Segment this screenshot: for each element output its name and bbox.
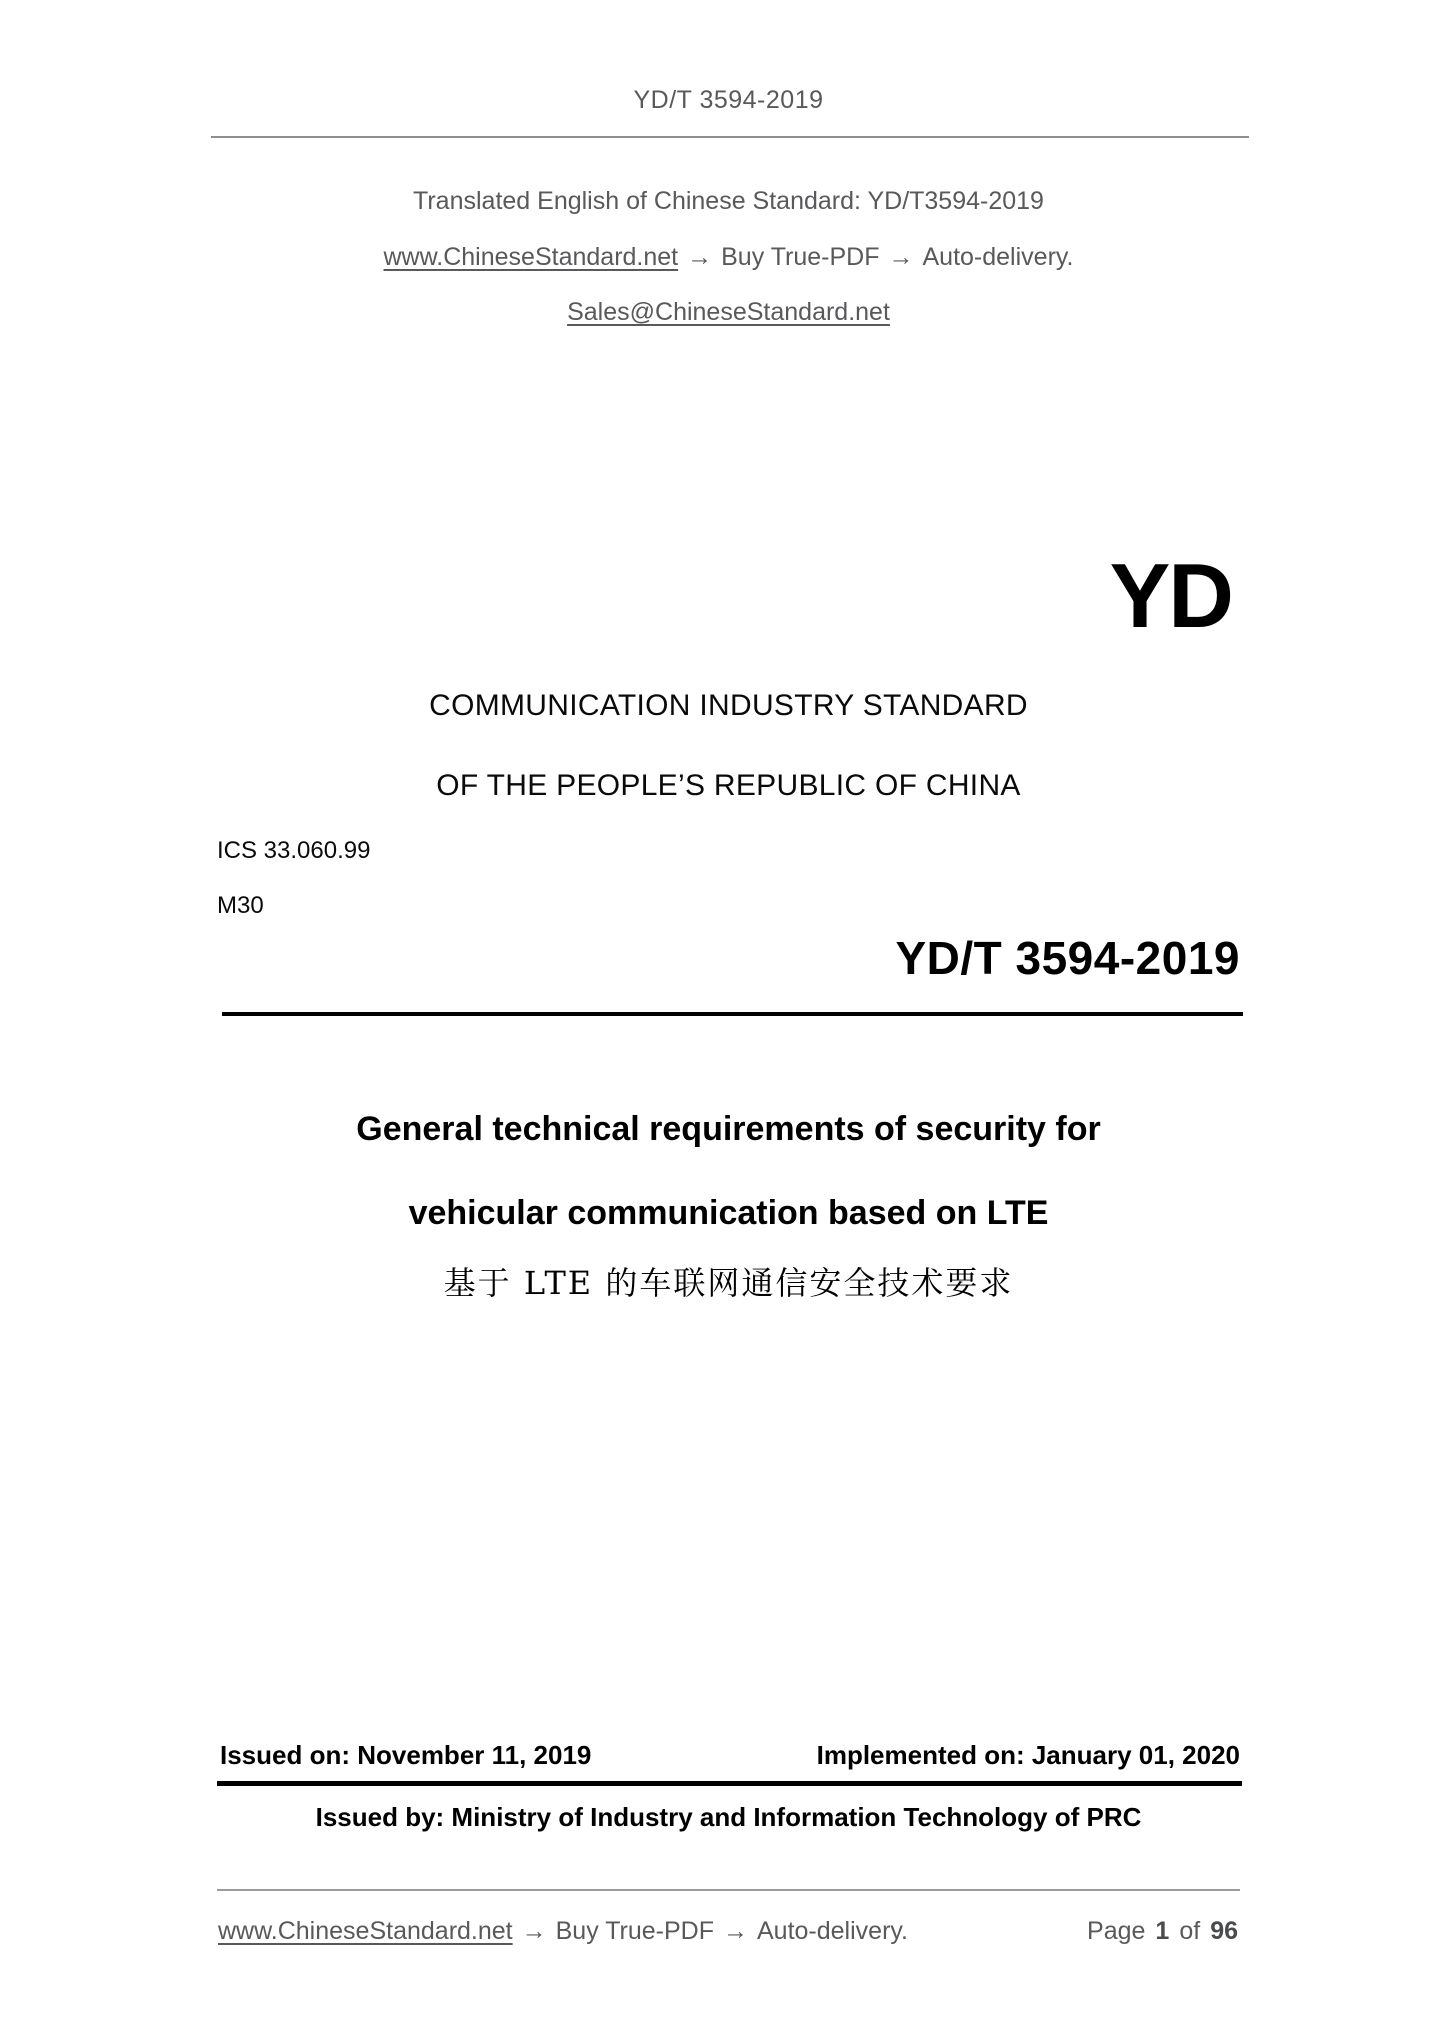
of-label: of [1179, 1917, 1201, 1945]
header-rule [211, 136, 1249, 138]
website-link[interactable]: www.ChineseStandard.net [383, 243, 679, 271]
classification-code: M30 [217, 892, 264, 919]
running-header-code: YD/T 3594-2019 [633, 86, 824, 114]
issued-by: Issued by: Ministry of Industry and Information Technology of PRC [315, 1802, 1142, 1832]
footer-store-line [218, 1917, 908, 1946]
implemented-on-date: Implemented on: January 01, 2020 [816, 1740, 1240, 1770]
footer-buy-true-pdf-label: Buy True-PDF [555, 1917, 714, 1945]
buy-true-pdf-label: Buy True-PDF [721, 243, 880, 271]
page-label: Page [1087, 1917, 1146, 1945]
footer-website-link[interactable]: www.ChineseStandard.net [218, 1917, 513, 1945]
sales-line [217, 298, 1240, 327]
auto-delivery-label: Auto-delivery. [922, 243, 1074, 271]
issued-on-date: Issued on: November 11, 2019 [220, 1740, 592, 1770]
divider-rule-bottom [217, 1781, 1242, 1786]
issue-row [220, 1740, 1240, 1771]
title-chinese: 基于 LTE 的车联网通信安全技术要求 [443, 1264, 1014, 1302]
standard-logo-yd: YD [1109, 546, 1232, 647]
arrow-icon: → [687, 243, 713, 271]
footer-row [218, 1917, 1238, 1946]
arrow-icon: → [521, 1917, 547, 1945]
divider-rule-top [222, 1012, 1243, 1016]
standard-code-big: YD/T 3594-2019 [895, 932, 1240, 984]
title-english-line-1: General technical requirements of security for [356, 1110, 1101, 1148]
page-total: 96 [1210, 1917, 1238, 1945]
footer-rule [217, 1889, 1240, 1891]
org-line-2: OF THE PEOPLE’S REPUBLIC OF CHINA [436, 769, 1021, 802]
footer-auto-delivery-label: Auto-delivery. [757, 1917, 908, 1945]
title-english-line-2: vehicular communication based on LTE [408, 1194, 1049, 1232]
page-indicator [1087, 1917, 1238, 1946]
store-line [217, 243, 1240, 272]
arrow-icon: → [723, 1917, 748, 1945]
ics-code: ICS 33.060.99 [217, 837, 371, 864]
sales-email-link[interactable]: Sales@ChineseStandard.net [567, 298, 890, 326]
arrow-icon: → [888, 243, 914, 271]
translated-line: Translated English of Chinese Standard: YD/T3594-2019 [413, 187, 1044, 215]
org-line-1: COMMUNICATION INDUSTRY STANDARD [429, 689, 1028, 722]
page-current: 1 [1155, 1917, 1170, 1945]
